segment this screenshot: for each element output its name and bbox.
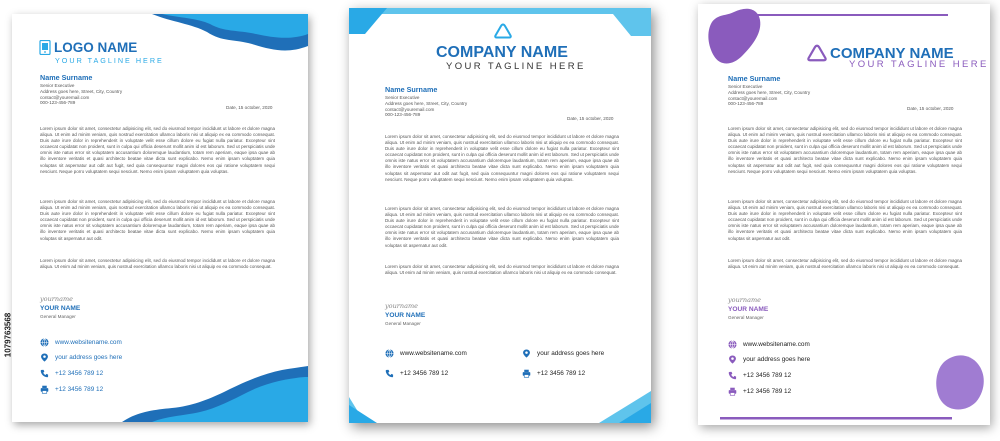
body-paragraph: Lorem ipsum dolor sit amet, consectetur adipisicing elit, sed do eiusmod tempor incididunt ut labore et dolore magna aliqua. Ut enim ad minim veniam, quis nostrud exercitation ullamco laboris nisi ut aliquip ex ea commodo consequat. Duis aute irure dolor in reprehenderit in voluptate velit esse cillum dolore eu fugiat nulla pariatur. Excepteur sint occaecat cupidatat non proident, sunt in culpa qui officia deserunt mollit anim id est laborum. Sed ut perspiciatis unde omnis iste natus error sit voluptatem accusantium doloremque laudantium, totam rem aperiam, eaque ipsa quae ab illo inventore veritatis et quasi architecto beatae vitae dicta sunt explicabo. Nemo enim ipsam voluptatem quia voluptas sit aspernatur aut odit. bbox=[40, 199, 275, 241]
sender-name: Name Surname bbox=[40, 73, 93, 82]
fax-text[interactable]: +12 3456 789 12 bbox=[743, 388, 792, 395]
website-text[interactable]: www.websitename.com bbox=[743, 341, 810, 348]
sender-line: Address goes here, Street, City, Country bbox=[728, 89, 811, 95]
tagline: YOUR TAGLINE HERE bbox=[849, 59, 989, 70]
company-name: COMPANY NAME bbox=[830, 44, 954, 62]
letter-date: Date, 15 october, 2020 bbox=[907, 106, 954, 111]
contact-website bbox=[40, 338, 122, 347]
body-paragraph: Lorem ipsum dolor sit amet, consectetur adipisicing elit, sed do eiusmod tempor incididunt ut labore et dolore magna aliqua. Ut enim ad minim veniam, quis nostrud exercitation ullamco laboris nisi ut aliquip ex ea commodo consequat. bbox=[40, 258, 275, 270]
body-paragraph: Lorem ipsum dolor sit amet, consectetur adipisicing elit, sed do eiusmod tempor incididunt ut labore et dolore magna aliqua. Ut enim ad minim veniam, quis nostrud exercitation ullamco laboris nisi ut aliquip ex ea commodo consequat. Duis aute irure dolor in reprehenderit in voluptate velit esse cillum dolore eu fugiat nulla pariatur. Excepteur sint occaecat cupidatat non proident, sunt in culpa qui officia deserunt mollit anim id est laborum. Sed ut perspiciatis unde omnis iste natus error sit voluptatem accusantium doloremque laudantium, totam rem aperiam, eaque ipsa quae ab illo inventore veritatis et quasi architecto beatae vitae dicta sunt explicabo. Nemo enim ipsam voluptatem quia voluptas sit aspernatur aut odit. bbox=[385, 206, 619, 248]
contact-website bbox=[385, 349, 467, 358]
globe-icon bbox=[385, 349, 394, 358]
body-paragraph: Lorem ipsum dolor sit amet, consectetur adipisicing elit, sed do eiusmod tempor incididunt ut labore et dolore magna aliqua. Ut enim ad minim veniam, quis nostrud exercitation ullamco laboris nisi ut aliquip ex ea commodo consequat. Duis aute irure dolor in reprehenderit in voluptate velit esse cillum dolore eu fugiat nulla pariatur. Excepteur sint occaecat cupidatat non proident, sunt in culpa qui officia deserunt mollit anim id est laborum. Sed ut perspiciatis unde omnis iste natus error sit voluptatem accusantium doloremque laudantium, totam rem aperiam, eaque ipsa quae ab illo inventore veritatis et quasi architecto beatae vitae dicta sunt explicabo. Nemo enim ipsam voluptatem quia voluptas sit aspernatur aut odit aut fugit, sed quia consequuntur magni dolores eos qui ratione voluptatem sequi nesciunt. Neque porro voluptatem sequi nesciunt. Nemo enim ipsam voluptatem quia voluptas. bbox=[728, 126, 962, 174]
company-name: COMPANY NAME bbox=[436, 44, 568, 61]
signature: yourname bbox=[385, 302, 418, 310]
sender-block bbox=[40, 73, 122, 106]
logo bbox=[436, 44, 568, 62]
logo bbox=[39, 40, 137, 55]
sender-line: contact@youremail.com bbox=[40, 94, 90, 100]
stock-id-text: 1079763568 bbox=[3, 312, 13, 358]
tagline: YOUR TAGLINE HERE bbox=[55, 56, 164, 65]
phone-text[interactable]: +12 3456 789 12 bbox=[743, 372, 792, 379]
bottom-corner-decoration bbox=[349, 391, 651, 423]
fax-icon bbox=[522, 369, 531, 378]
body-paragraph: Lorem ipsum dolor sit amet, consectetur adipisicing elit, sed do eiusmod tempor incididunt ut labore et dolore magna aliqua. Ut enim ad minim veniam, quis nostrud exercitation ullamco laboris nisi ut aliquip ex ea commodo consequat. Duis aute irure dolor in reprehenderit in voluptate velit esse cillum dolore eu fugiat nulla pariatur. Excepteur sint occaecat cupidatat non proident, sunt in culpa qui officia deserunt mollit anim id est laborum. Sed ut perspiciatis unde omnis iste natus error sit voluptatem accusantium doloremque laudantium, totam rem aperiam, eaque ipsa quae ab illo inventore veritatis et quasi architecto beatae vitae dicta sunt explicabo. Nemo enim ipsam voluptatem quia voluptas sit aspernatur aut odit aut fugit, sed quia consequuntur magni dolores eos qui ratione voluptatem sequi nesciunt. Neque porro voluptatem sequi nesciunt. Nemo enim ipsam voluptatem quia voluptas. bbox=[385, 134, 619, 182]
address-text: your address goes here bbox=[537, 350, 605, 357]
sender-line: Senior Executive bbox=[40, 83, 75, 88]
sender-name: Name Surname bbox=[385, 85, 438, 94]
sender-line: contact@youremail.com bbox=[385, 106, 435, 112]
contact-address bbox=[522, 349, 604, 358]
globe-icon bbox=[40, 338, 49, 347]
phone-text[interactable]: +12 3456 789 12 bbox=[55, 370, 104, 377]
phone-logo-icon bbox=[39, 40, 51, 55]
sender-line: 000-123-456-789 bbox=[40, 100, 76, 106]
sender-line: contact@youremail.com bbox=[728, 95, 778, 101]
contact-fax bbox=[522, 369, 585, 378]
triangle-logo-icon bbox=[807, 44, 827, 62]
letter-date: Date, 15 october, 2020 bbox=[226, 105, 273, 110]
fax-text[interactable]: +12 3456 789 12 bbox=[537, 370, 586, 377]
body-paragraph: Lorem ipsum dolor sit amet, consectetur adipisicing elit, sed do eiusmod tempor incididunt ut labore et dolore magna aliqua. Ut enim ad minim veniam, quis nostrud exercitation ullamco laboris nisi ut aliquip ex ea commodo consequat. bbox=[385, 264, 619, 276]
sender-line: Senior Executive bbox=[385, 95, 420, 100]
phone-text[interactable]: +12 3456 789 12 bbox=[400, 370, 449, 377]
fax-text[interactable]: +12 3456 789 12 bbox=[55, 386, 104, 393]
address-text: your address goes here bbox=[743, 356, 811, 363]
signature: yourname bbox=[40, 295, 73, 303]
bottom-blob-decoration bbox=[698, 344, 990, 425]
sender-block bbox=[728, 74, 810, 107]
signature: yourname bbox=[728, 296, 761, 304]
bottom-wave-decoration bbox=[12, 352, 308, 422]
letterhead-sheet-3 bbox=[698, 4, 990, 425]
signer-title: General Manager bbox=[385, 321, 421, 326]
tagline: YOUR TAGLINE HERE bbox=[446, 61, 586, 72]
sender-name: Name Surname bbox=[728, 74, 781, 83]
signer-title: General Manager bbox=[728, 315, 764, 320]
sender-line: Senior Executive bbox=[728, 84, 763, 89]
signer-name: YOUR NAME bbox=[40, 305, 81, 312]
sender-line: Address goes here, Street, City, Country bbox=[385, 100, 468, 106]
location-pin-icon bbox=[522, 349, 531, 358]
body-paragraph: Lorem ipsum dolor sit amet, consectetur adipisicing elit, sed do eiusmod tempor incididunt ut labore et dolore magna aliqua. Ut enim ad minim veniam, quis nostrud exercitation ullamco laboris nisi ut aliquip ex ea commodo consequat. bbox=[728, 258, 962, 270]
phone-icon bbox=[385, 369, 394, 378]
signer-name: YOUR NAME bbox=[385, 312, 426, 319]
letter-date: Date, 15 october, 2020 bbox=[567, 116, 614, 121]
address-text: your address goes here bbox=[55, 354, 123, 361]
letterhead-sheet-1 bbox=[12, 14, 308, 422]
sender-line: Address goes here, Street, City, Country bbox=[40, 88, 123, 94]
sender-line: 000-123-456-789 bbox=[385, 112, 421, 118]
triangle-logo-icon bbox=[494, 23, 512, 39]
logo-icon-row bbox=[494, 23, 512, 39]
contact-phone bbox=[385, 369, 448, 378]
website-text[interactable]: www.websitename.com bbox=[55, 339, 122, 346]
sender-block bbox=[385, 85, 467, 118]
signer-name: YOUR NAME bbox=[728, 306, 769, 313]
website-text[interactable]: www.websitename.com bbox=[400, 350, 467, 357]
logo-name: LOGO NAME bbox=[54, 40, 138, 55]
body-paragraph: Lorem ipsum dolor sit amet, consectetur adipisicing elit, sed do eiusmod tempor incididunt ut labore et dolore magna aliqua. Ut enim ad minim veniam, quis nostrud exercitation ullamco laboris nisi ut aliquip ex ea commodo consequat. Duis aute irure dolor in reprehenderit in voluptate velit esse cillum dolore eu fugiat nulla pariatur. Excepteur sint occaecat cupidatat non proident, sunt in culpa qui officia deserunt mollit anim id est laborum. Sed ut perspiciatis unde omnis iste natus error sit voluptatem accusantium doloremque laudantium, totam rem aperiam, eaque ipsa quae ab illo inventore veritatis et quasi architecto beatae vitae dicta sunt explicabo. Nemo enim ipsam voluptatem quia voluptas sit aspernatur aut odit. bbox=[728, 199, 962, 241]
signer-title: General Manager bbox=[40, 314, 76, 319]
body-paragraph: Lorem ipsum dolor sit amet, consectetur adipisicing elit, sed do eiusmod tempor incididunt ut labore et dolore magna aliqua. Ut enim ad minim veniam, quis nostrud exercitation ullamco laboris nisi ut aliquip ex ea commodo consequat. Duis aute irure dolor in reprehenderit in voluptate velit esse cillum dolore eu fugiat nulla pariatur. Excepteur sint occaecat cupidatat non proident, sunt in culpa qui officia deserunt mollit anim id est laborum. Sed ut perspiciatis unde omnis iste natus error sit voluptatem accusantium doloremque laudantium, totam rem aperiam, eaque ipsa quae ab illo inventore veritatis et quasi architecto beatae vitae dicta sunt explicabo. Nemo enim ipsam voluptatem quia voluptas sit aspernatur aut odit aut fugit, sed quia consequuntur magni dolores eos qui ratione voluptatem sequi nesciunt. Neque porro voluptatem sequi nesciunt. Nemo enim ipsam voluptatem quia voluptas. bbox=[40, 126, 275, 174]
sender-line: 000-123-456-789 bbox=[728, 101, 764, 107]
letterhead-sheet-2 bbox=[349, 8, 651, 423]
